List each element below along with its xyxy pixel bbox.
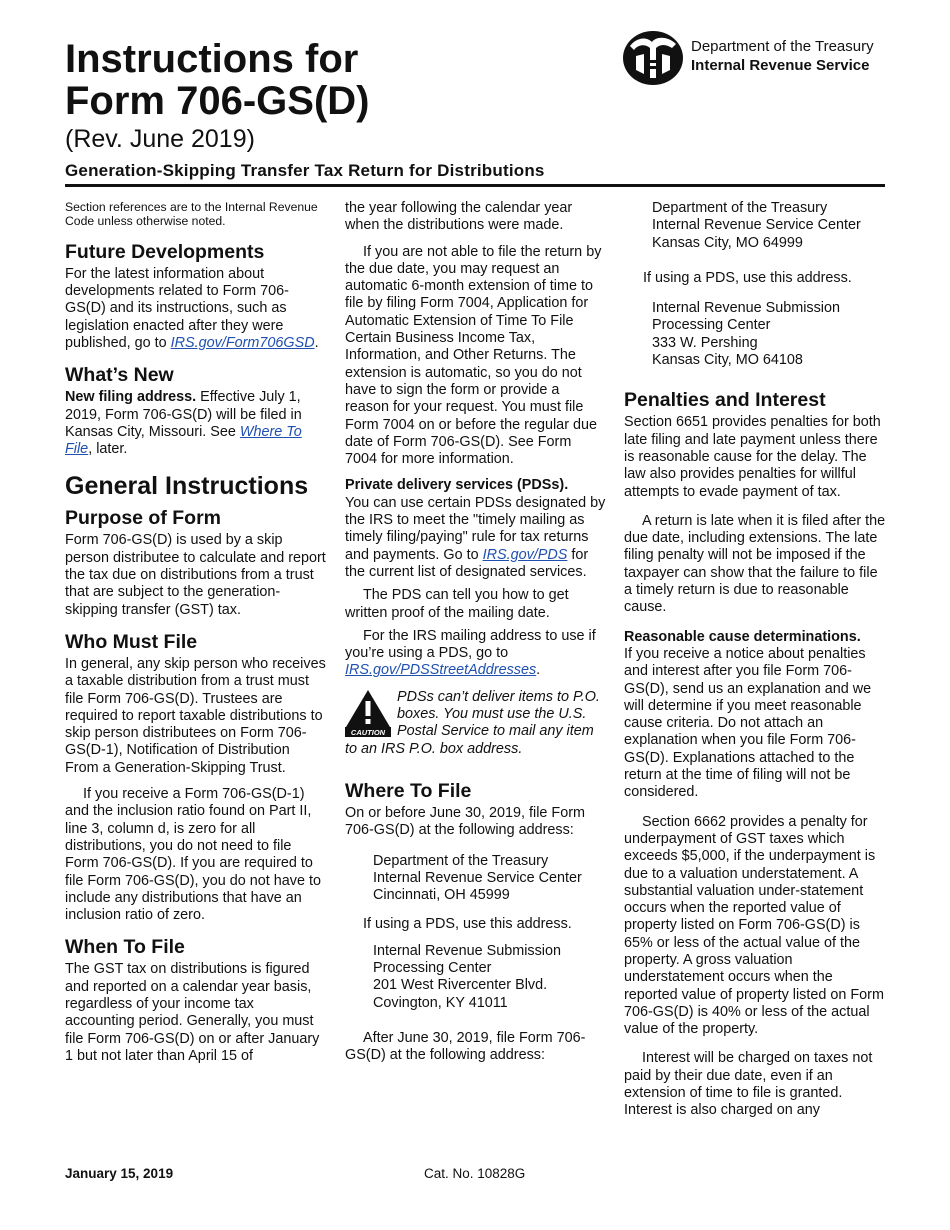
link-irs-gov-form706gsd[interactable]: IRS.gov/Form706GSD <box>170 335 315 351</box>
new-filing-address-text <box>65 389 327 458</box>
agency-name: Internal Revenue Service <box>691 57 870 74</box>
agency-block <box>622 30 892 90</box>
address-line: Kansas City, MO 64999 <box>652 234 803 251</box>
address-line: Kansas City, MO 64108 <box>652 352 803 369</box>
link-where-to-file[interactable]: Where To File <box>65 423 302 458</box>
address-line: Processing Center <box>373 959 492 976</box>
extension-text: If you are not able to file the return by the due date, you may request an automatic 6-month extension of time to file by filing Form 7004, Application for Automatic Extension of Time To File Certain Business Income Tax, Information, and Other Returns. The extension is automatic, so you do not have to sign the form or provide a reason for your request. You must file Form 7004 on or before the regular due date of Form 706-GS(D). See Form 7004 for more information. <box>345 243 602 468</box>
revision-date: (Rev. June 2019) <box>65 125 255 153</box>
address-line: Department of the Treasury <box>652 200 828 216</box>
address-kansas-city-service-center <box>624 200 886 252</box>
header-rule <box>65 184 885 187</box>
reasonable-cause-body: If you receive a notice about penalties and interest after you file Form 706-GS(D), send us an explanation and we will determine if you meet reasonable cause criteria. Do not attach an explanation when you file Form 706-GS(D). Explanations attached to the return at the time of filing will not be considered. <box>624 645 872 801</box>
link-irs-gov-pds[interactable]: IRS.gov/PDS <box>482 546 568 563</box>
new-filing-address-label: New filing address. <box>65 389 197 406</box>
caution-note <box>345 689 607 758</box>
heading-penalties-and-interest: Penalties and Interest <box>624 389 826 412</box>
address-line: 333 W. Pershing <box>652 334 758 351</box>
future-developments-text <box>65 266 327 352</box>
footer-date: January 15, 2019 <box>65 1166 174 1181</box>
heading-purpose-of-form: Purpose of Form <box>65 507 222 530</box>
new-filing-address-body: Effective July 1, 2019, Form 706-GS(D) will be filed in Kansas City, Missouri. See <box>65 389 302 440</box>
pds-address-text <box>345 628 607 680</box>
new-filing-address-tail: , later. <box>88 441 128 458</box>
who-must-file-text: In general, any skip person who receives a taxable distribution from a trust must file Form 706-GS(D). Trustees are required to report taxable distributions to skip person distributees on Form 706-GS(D-1), Notification of Distribution From a Generation-Skipping Trust. <box>65 655 326 776</box>
address-line: Internal Revenue Submission <box>652 300 840 317</box>
purpose-text: Form 706-GS(D) is used by a skip person distributee to calculate and report the tax due on distributions from a trust that are subject to the generation-skipping transfer (GST) tax. <box>65 532 326 618</box>
address-covington <box>345 943 607 1012</box>
heading-general-instructions: General Instructions <box>65 472 309 501</box>
title-line-2: Form 706-GS(D) <box>65 79 370 123</box>
pds-use-note: If using a PDS, use this address. <box>363 916 572 933</box>
address-cincinnati <box>345 853 607 905</box>
heading-future-developments: Future Developments <box>65 240 265 263</box>
where-to-file-text: On or before June 30, 2019, file Form 706-GS(D) at the following address: <box>345 804 585 839</box>
penalties-text: Section 6651 provides penalties for both late filing and late payment unless there is reasonable cause for the delay. The law also provides penalties for willful attempts to evade payment of tax. <box>624 414 881 500</box>
caution-label: CAUTION <box>350 727 386 737</box>
column-2 <box>345 200 607 1073</box>
document-title <box>65 38 370 122</box>
pds-label: Private delivery services (PDSs). <box>345 477 569 494</box>
caution-warning-icon <box>345 689 391 737</box>
period: . <box>314 335 319 351</box>
when-to-file-text: The GST tax on distributions is figured and reported on a calendar year basis, regardless of your income tax accounting period. Generally, you must file Form 706-GS(D) on or after January 1 but not later than April 15 of <box>65 961 320 1064</box>
pds-address-body: For the IRS mailing address to use if you’re using a PDS, go to <box>345 627 596 662</box>
future-developments-body: For the latest information about developments related to Form 706-GS(D) and its instructions, such as legislation enacted after they were published, go to <box>65 265 289 351</box>
footer-catalog-number: Cat. No. 10828G <box>424 1166 526 1181</box>
section-references: Section references are to the Internal Revenue Code unless otherwise noted. <box>65 200 318 229</box>
agency-department: Department of the Treasury <box>691 38 874 55</box>
column-3 <box>624 200 886 1129</box>
column-1 <box>65 200 327 1074</box>
pds-proof-text: The PDS can tell you how to get written proof of the mailing date. <box>345 587 569 621</box>
section-6662-text: Section 6662 provides a penalty for underpayment of GST taxes which exceeds $5,000, if the underpayment is due to a valuation understatement. A substantial valuation under-statement occurs when the reported value of property listed on Form 706-GS(D) is 65% or less of the actual value of the property. A gross valuation understatement occurs when the reported value of property listed on Form 706-GS(D) is 40% or less of the actual value of the property. <box>624 813 884 1038</box>
address-line: Internal Revenue Submission <box>373 942 561 959</box>
heading-when-to-file: When To File <box>65 936 185 959</box>
form-subtitle: Generation-Skipping Transfer Tax Return for Distributions <box>65 161 545 180</box>
late-return-text: A return is late when it is filed after the due date, including extensions. The late filing penalty will not be imposed if the taxpayer can show that the failure to file a timely return is due to reasonable cause. <box>624 512 886 616</box>
address-kansas-city-submission <box>624 300 886 369</box>
address-line: Covington, KY 41011 <box>373 994 508 1011</box>
pds-text <box>345 477 607 581</box>
title-line-1: Instructions for <box>65 37 359 81</box>
heading-where-to-file: Where To File <box>345 779 472 802</box>
period: . <box>536 662 541 679</box>
caution-text: PDSs can’t deliver items to P.O. boxes. You must use the U.S. Postal Service to mail any item to an IRS P.O. box address. <box>345 688 600 757</box>
interest-text: Interest will be charged on taxes not paid by their due date, even if an extension of time to file is granted. Interest is also charged on any <box>624 1050 873 1119</box>
continued-text: the year following the calendar year when the distributions were made. <box>345 200 573 234</box>
link-irs-gov-pdsstreetaddresses[interactable]: IRS.gov/PDSStreetAddresses <box>345 662 537 679</box>
pds-tail: for the current list of designated services. <box>345 546 589 580</box>
address-line: Cincinnati, OH 45999 <box>373 887 510 904</box>
who-must-file-text-2: If you receive a Form 706-GS(D-1) and the inclusion ratio found on Part II, line 3, column d, is zero for all distributions, you do not need to file Form 706-GS(D). If you are required to file Form 706-GS(D), you do not have to include any distributions that have an inclusion ratio of zero. <box>65 786 321 924</box>
heading-who-must-file: Who Must File <box>65 630 198 653</box>
reasonable-cause-text <box>624 629 886 802</box>
address-line: Internal Revenue Service Center <box>373 869 582 886</box>
after-june-text: After June 30, 2019, file Form 706-GS(D) at the following address: <box>345 1029 586 1064</box>
address-line: Department of the Treasury <box>373 852 549 869</box>
pds-body: You can use certain PDSs designated by the IRS to meet the "timely mailing as timely filing/paying" rule for tax returns and payments. Go to <box>345 494 606 563</box>
address-line: Internal Revenue Service Center <box>652 217 861 234</box>
heading-whats-new: What’s New <box>65 364 174 387</box>
reasonable-cause-label: Reasonable cause determinations. <box>624 628 861 645</box>
address-line: Processing Center <box>652 317 771 334</box>
pds-use-note: If using a PDS, use this address. <box>643 269 852 286</box>
address-line: 201 West Rivercenter Blvd. <box>373 977 548 994</box>
irs-eagle-logo-icon <box>622 30 684 86</box>
